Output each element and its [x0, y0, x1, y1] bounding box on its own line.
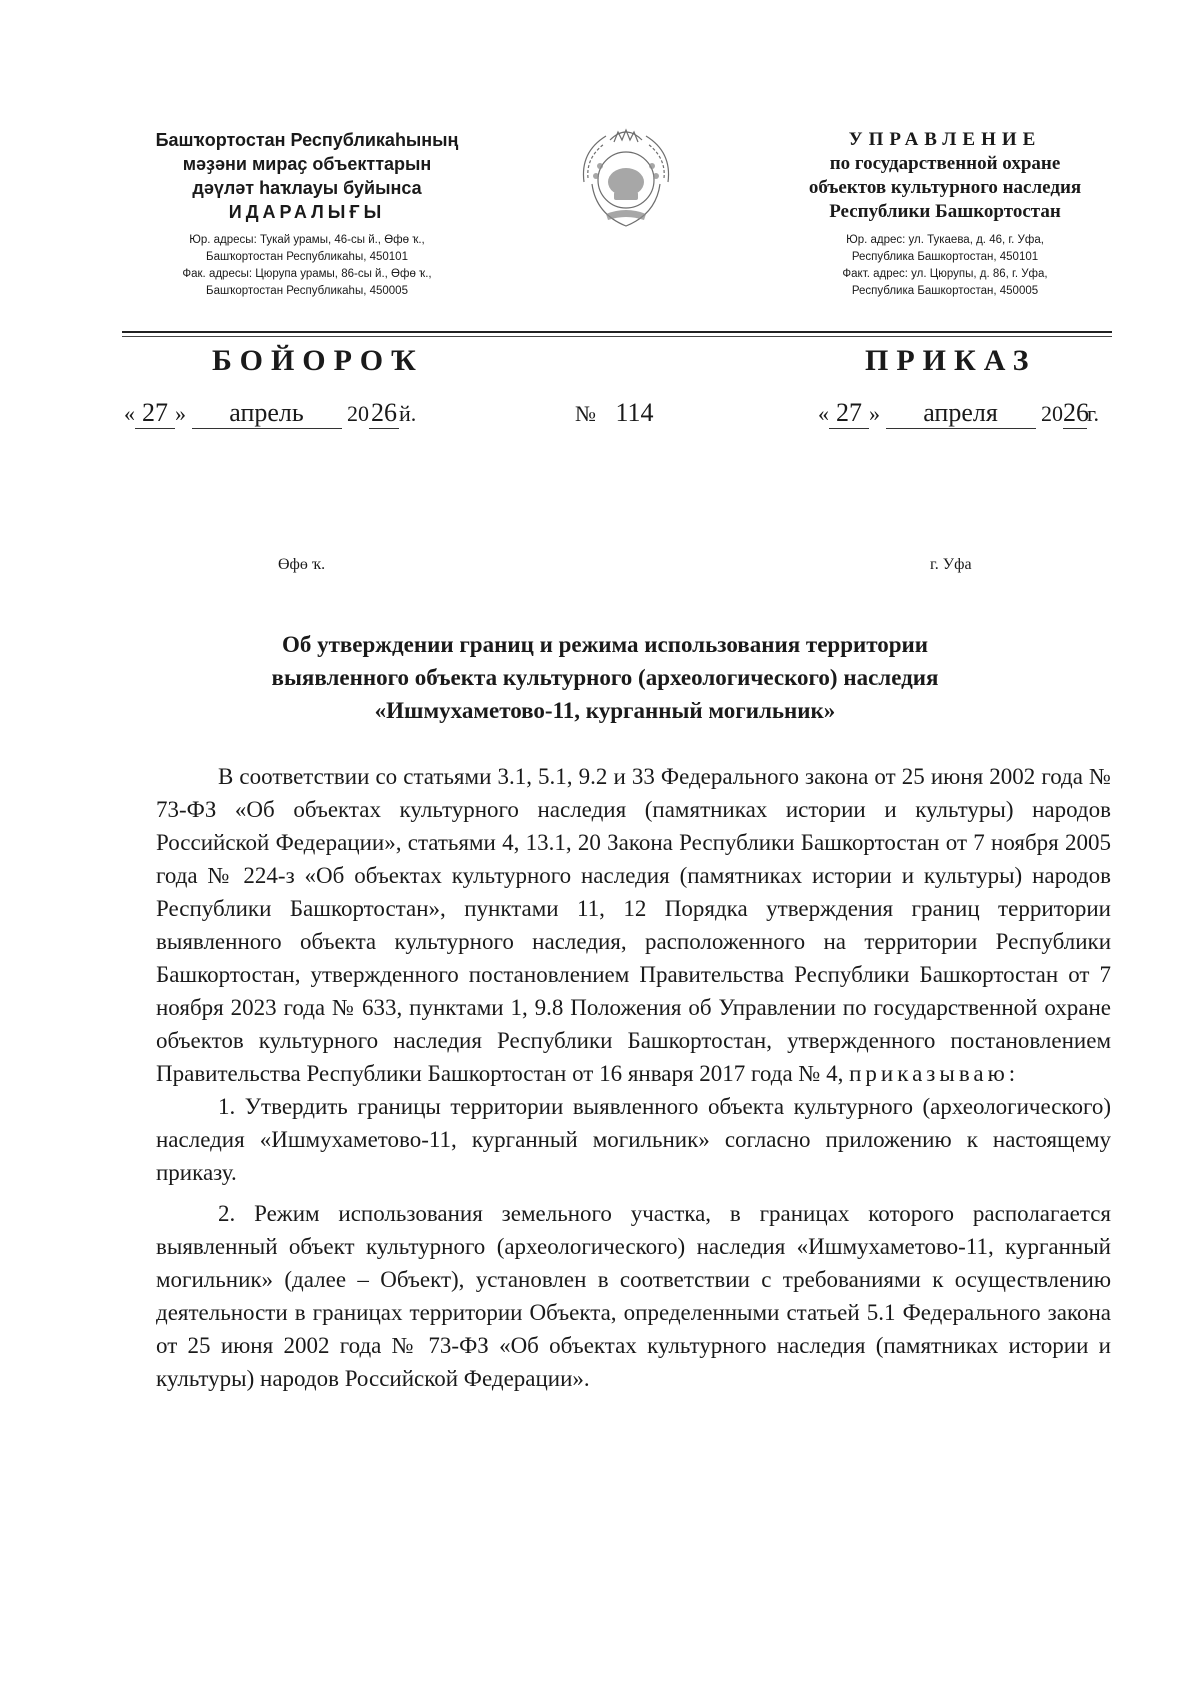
city-russian: г. Уфа	[930, 556, 972, 573]
clause-1: 1. Утвердить границы территории выявленного объекта культурного (археологического) наследия «Ишмухаметово-11, курганный могильник» согласно приложению к настоящему приказу.	[156, 1094, 1111, 1185]
preamble-paragraph	[156, 760, 1111, 1090]
number-sign: №	[575, 401, 596, 426]
date-day: 27	[829, 398, 869, 429]
date-bashkir	[124, 398, 416, 429]
number-value: 114	[615, 398, 654, 427]
org-name-line: объектов культурного наследия	[808, 177, 1082, 198]
address-line: Факт. адрес: ул. Цюрупы, д. 86, г. Уфа,	[842, 268, 1048, 280]
title-line: Об утверждении границ и режима использования территории	[281, 632, 929, 657]
address-block	[780, 232, 1110, 300]
address-line: Юр. адрес: ул. Тукаева, д. 46, г. Уфа,	[846, 234, 1044, 246]
date-month: апреля	[886, 398, 1036, 429]
header-bashkir	[112, 128, 502, 300]
order-number	[575, 398, 654, 428]
date-day: 27	[135, 398, 175, 429]
close-quote: »	[175, 401, 186, 426]
document-body	[156, 760, 1111, 1395]
document-title	[160, 628, 1050, 727]
title-line: выявленного объекта культурного (археологического) наследия	[271, 665, 939, 690]
header-divider	[122, 331, 1112, 333]
doc-type-russian: ПРИКАЗ	[865, 344, 1037, 377]
org-name-line: Башҡортостан Республикаһының	[155, 130, 459, 150]
header-russian	[780, 128, 1110, 300]
address-line: Башҡортостан Республикаһы, 450005	[206, 285, 408, 297]
doc-type-bashkir: БОЙОРОҠ	[212, 344, 424, 377]
address-line: Башҡортостан Республикаһы, 450101	[206, 251, 408, 263]
address-line: Юр. адресы: Тукай урамы, 46-сы й., Өфө ҡ.,	[189, 234, 425, 246]
year-suffix: 26	[1063, 398, 1089, 427]
clause-2: 2. Режим использования земельного участка, в границах которого располагается выявленный объект культурного (археологического) наследия «Ишмухаметово-11, курганный могильник» (далее – Объект), установлен в соответствии с требованиями к осуществлению деятельности в границах территории Объекта, определенными статьей 5.1 Федерального закона от 25 июня 2002 года № 73-ФЗ «Об объектах культурного наследия (памятниках истории и культуры) народов Российской Федерации».	[156, 1201, 1111, 1391]
address-line: Республика Башкортостан, 450101	[851, 251, 1039, 263]
title-line: «Ишмухаметово-11, курганный могильник»	[374, 698, 836, 723]
year-suffix: 26	[371, 398, 397, 427]
year-prefix: 20	[1041, 401, 1063, 426]
open-quote: «	[818, 401, 829, 426]
order-verb: приказываю:	[849, 1061, 1020, 1086]
header-divider-thin	[122, 336, 1112, 337]
date-russian	[818, 398, 1099, 429]
org-name-line: дәүләт һаҡлауы буйынса	[192, 178, 422, 198]
address-line: Фак. адресы: Цюрупа урамы, 86-сы й., Өфө ҡ.,	[182, 268, 432, 280]
city-bashkir: Өфө ҡ.	[278, 556, 326, 573]
year-mark: й.	[399, 401, 417, 426]
org-name-line: Республики Башкортостан	[829, 201, 1061, 222]
address-line: Республика Башкортостан, 450005	[851, 285, 1039, 297]
bashkortostan-emblem-icon	[566, 122, 686, 234]
date-month: апрель	[192, 398, 342, 429]
org-name-spaced: УПРАВЛЕНИЕ	[848, 129, 1042, 150]
preamble-text: В соответствии со статьями 3.1, 5.1, 9.2 и 33 Федерального закона от 25 июня 2002 года № 73-ФЗ «Об объектах культурного наследия (памятниках истории и культуры) народов Российской Федерации», статьями 4, 13.1, 20 Закона Республики Башкортостан от 7 ноября 2005 года № 224-з «Об объектах культурного наследия (памятниках истории и культуры) народов Республики Башкортостан», пунктами 11, 12 Порядка утверждения границ территории выявленного объекта культурного наследия, расположенного на территории Республики Башкортостан, утвержденного постановлением Правительства Республики Башкортостан от 7 ноября 2023 года № 633, пунктами 1, 9.8 Положения об Управлении по государственной охране объектов культурного наследия Республики Башкортостан, утвержденного постановлением Правительства Республики Башкортостан от 16 января 2017 года № 4,	[156, 764, 1111, 1086]
org-name-spaced: ИДАРАЛЫҒЫ	[228, 202, 386, 222]
org-name-line: мәҙәни мираҫ объекттарын	[182, 154, 432, 174]
close-quote: »	[869, 401, 880, 426]
org-name-line: по государственной охране	[829, 153, 1061, 174]
address-block	[112, 232, 502, 300]
open-quote: «	[124, 401, 135, 426]
year-prefix: 20	[347, 401, 369, 426]
year-mark: г.	[1087, 401, 1100, 426]
